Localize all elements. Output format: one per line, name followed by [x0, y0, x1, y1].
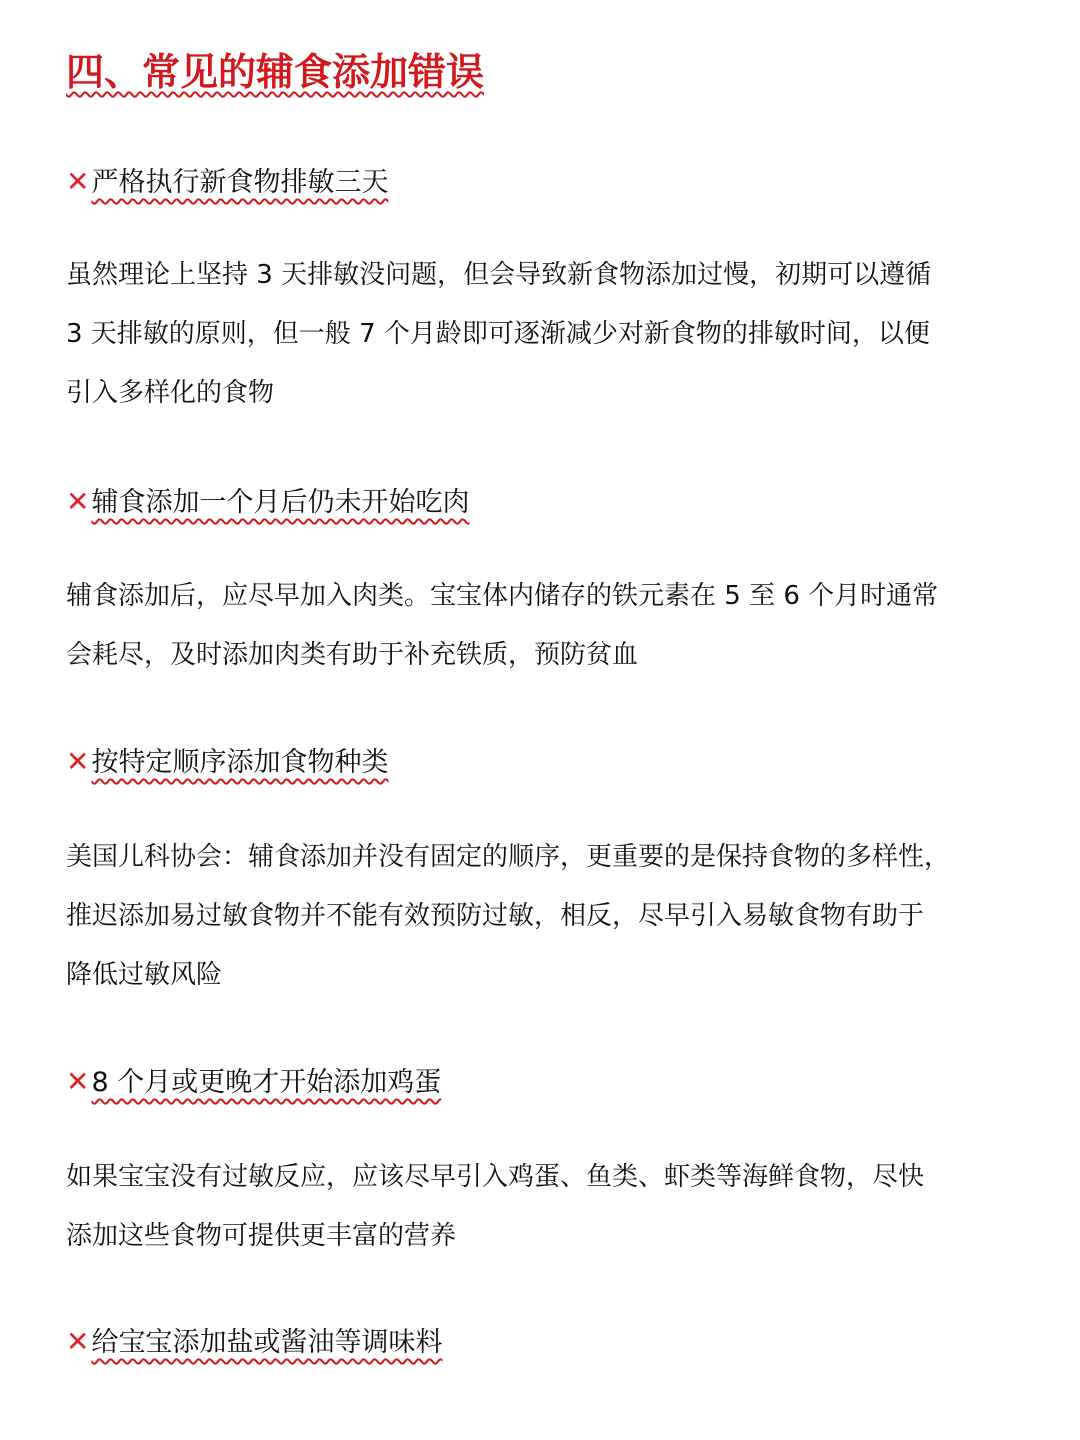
mistake-heading-text: 给宝宝添加盐或酱油等调味料: [91, 1327, 443, 1358]
cross-mark-icon: ✕: [66, 485, 90, 518]
mistake-heading-text: 按特定顺序添加食物种类: [91, 747, 389, 778]
paragraph-line: 虽然理论上坚持 3 天排敏没问题，但会导致新食物添加过慢，初期可以遵循: [66, 260, 932, 290]
mistake-heading-text: 辅食添加一个月后仍未开始吃肉: [91, 487, 470, 518]
paragraph-line: 会耗尽，及时添加肉类有助于补充铁质，预防贫血: [66, 640, 639, 670]
mistake-heading: [66, 1062, 441, 1103]
mistake-explanation: [66, 246, 1026, 423]
paragraph-line: 推迟添加易过敏食物并不能有效预防过敏，相反，尽早引入易敏食物有助于: [66, 901, 925, 931]
paragraph-line: 引入多样化的食物: [66, 378, 275, 408]
cross-mark-icon: ✕: [66, 1325, 90, 1358]
paragraph-line: 美国儿科协会：辅食添加并没有固定的顺序，更重要的是保持食物的多样性，: [66, 842, 951, 872]
cross-mark-icon: ✕: [66, 1065, 90, 1098]
paragraph-line: 降低过敏风险: [66, 960, 223, 990]
paragraph-line: 辅食添加后，应尽早加入肉类。宝宝体内储存的铁元素在 5 至 6 个月时通常: [66, 581, 939, 611]
mistake-explanation: [66, 567, 1026, 685]
mistake-heading: [66, 162, 388, 203]
page-title: 四、常见的辅食添加错误: [66, 49, 485, 94]
cross-mark-icon: ✕: [66, 165, 90, 198]
paragraph-line: 3 天排敏的原则，但一般 7 个月龄即可逐渐减少对新食物的排敏时间，以便: [66, 319, 930, 349]
cross-mark-icon: ✕: [66, 745, 90, 778]
mistake-explanation: [66, 1148, 1026, 1266]
mistake-explanation: [66, 828, 1026, 1005]
paragraph-line: 添加这些食物可提供更丰富的营养: [66, 1221, 457, 1251]
mistake-heading: [66, 742, 388, 783]
mistake-heading-text: 8 个月或更晚才开始添加鸡蛋: [91, 1067, 442, 1098]
paragraph-line: 如果宝宝没有过敏反应，应该尽早引入鸡蛋、鱼类、虾类等海鲜食物，尽快: [66, 1162, 925, 1192]
mistake-heading: [66, 482, 469, 523]
mistake-heading-text: 严格执行新食物排敏三天: [91, 167, 389, 198]
mistake-heading: [66, 1322, 442, 1363]
